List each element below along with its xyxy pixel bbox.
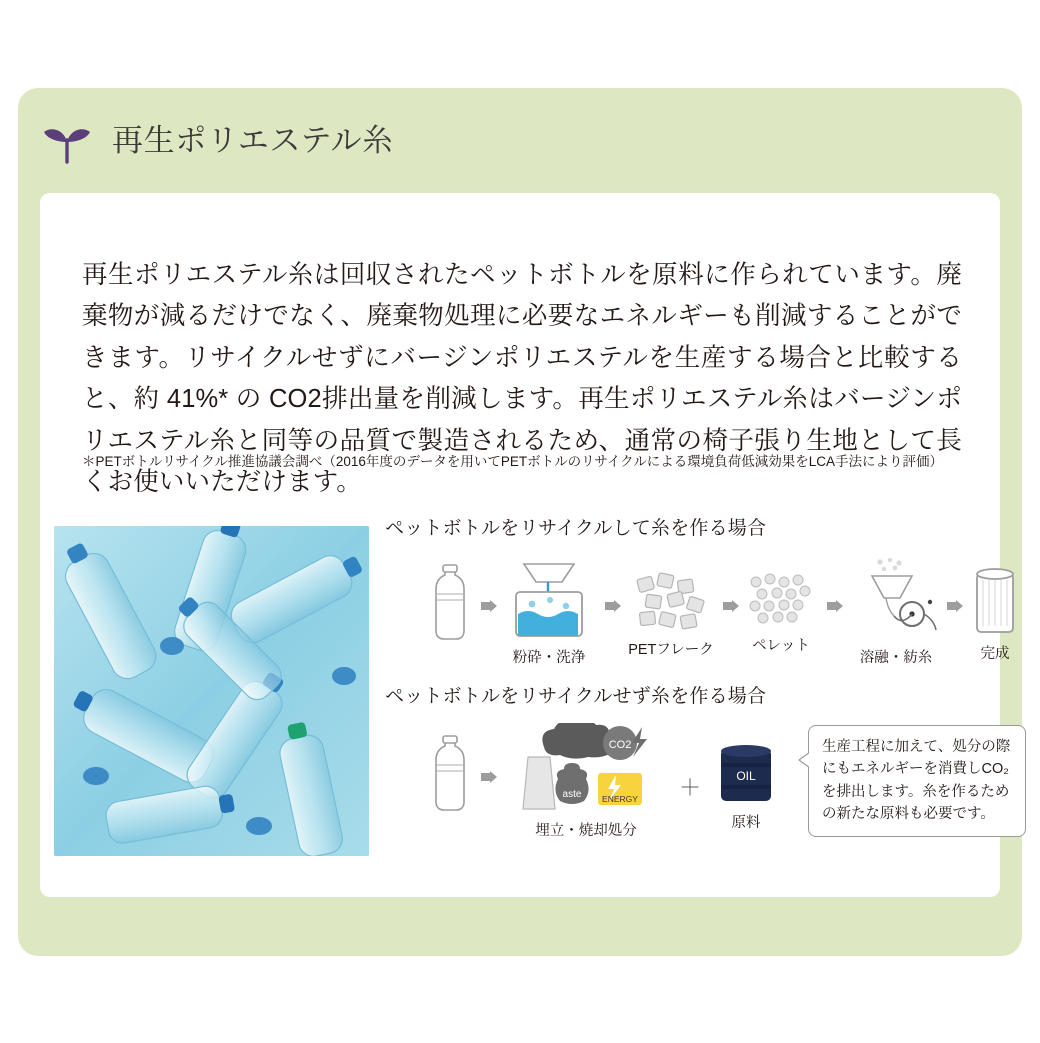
step-label: 粉砕・洗浄 [512, 650, 586, 666]
recycle-flow-heading: ペットボトルをリサイクルして糸を作る場合 [385, 518, 767, 539]
step-pet-bottle [423, 564, 477, 646]
step-pet-flake [625, 568, 717, 659]
plus-symbol: ＋ [679, 775, 702, 800]
step-melt-spin [847, 558, 945, 667]
arrow-icon-1 [481, 600, 497, 612]
footnote-text: ＊PETボトルリサイクル推進協議会調べ（2016年度のデータを用いてPETボトルのリサイクルによる環境負荷低減効果をLCA手法により評価） [82, 453, 944, 469]
co2-badge-text: CO2 [608, 739, 632, 751]
step-label: ペレット [752, 638, 810, 654]
recycle-flow-row [423, 554, 1010, 679]
step-pellet [741, 572, 821, 655]
arrow-icon-4 [827, 600, 843, 612]
panel-header [18, 88, 1022, 193]
step-label: 溶融・紡糸 [859, 650, 933, 666]
process-diagram [385, 518, 1011, 868]
arrow-icon-3 [723, 600, 739, 612]
energy-badge-text: ENERGY [602, 794, 638, 804]
step-pet-bottle-virgin [423, 735, 477, 817]
step-yarn-cone [967, 568, 1023, 663]
pet-bottles-photo [54, 526, 369, 856]
step-label: 原料 [731, 815, 761, 831]
body-paragraph: 再生ポリエステル糸は回収されたペットボトルを原料に作られています。廃棄物が減るだけでなく、廃棄物処理に必要なエネルギーも削減することができます。リサイクルせずにバージンポリエステルを生産する場合と比較すると、約 41%* の CO2排出量を削減します。再生ポリエステル糸はバージンポリエステル糸と同等の品質で製造されるため、通常の椅子張り生地として長くお使いいただけます。 [82, 260, 962, 497]
step-oil-drum [705, 741, 787, 832]
arrow-icon-2 [605, 600, 621, 612]
sprout-icon [40, 118, 94, 164]
virgin-flow-row [423, 723, 1011, 853]
arrow-icon-6 [481, 771, 497, 783]
virgin-flow-heading: ペットボトルをリサイクルせず糸を作る場合 [385, 686, 767, 707]
step-label: 完成 [980, 646, 1010, 662]
step-crush-wash [501, 562, 597, 667]
arrow-icon-5 [947, 600, 963, 612]
content-card [40, 193, 1011, 897]
step-label: 埋立・焼却処分 [535, 823, 637, 839]
callout-balloon: 生産工程に加えて、処分の際にもエネルギーを消費しCO₂を排出します。糸を作るための新たな原料も必要です。 [808, 725, 1026, 837]
step-label: PETフレーク [628, 642, 714, 658]
oil-drum-label: OIL [736, 769, 756, 783]
step-landfill-incineration [501, 723, 671, 840]
waste-badge-text: aste [562, 789, 582, 800]
page-title: 再生ポリエステル糸 [112, 123, 394, 158]
